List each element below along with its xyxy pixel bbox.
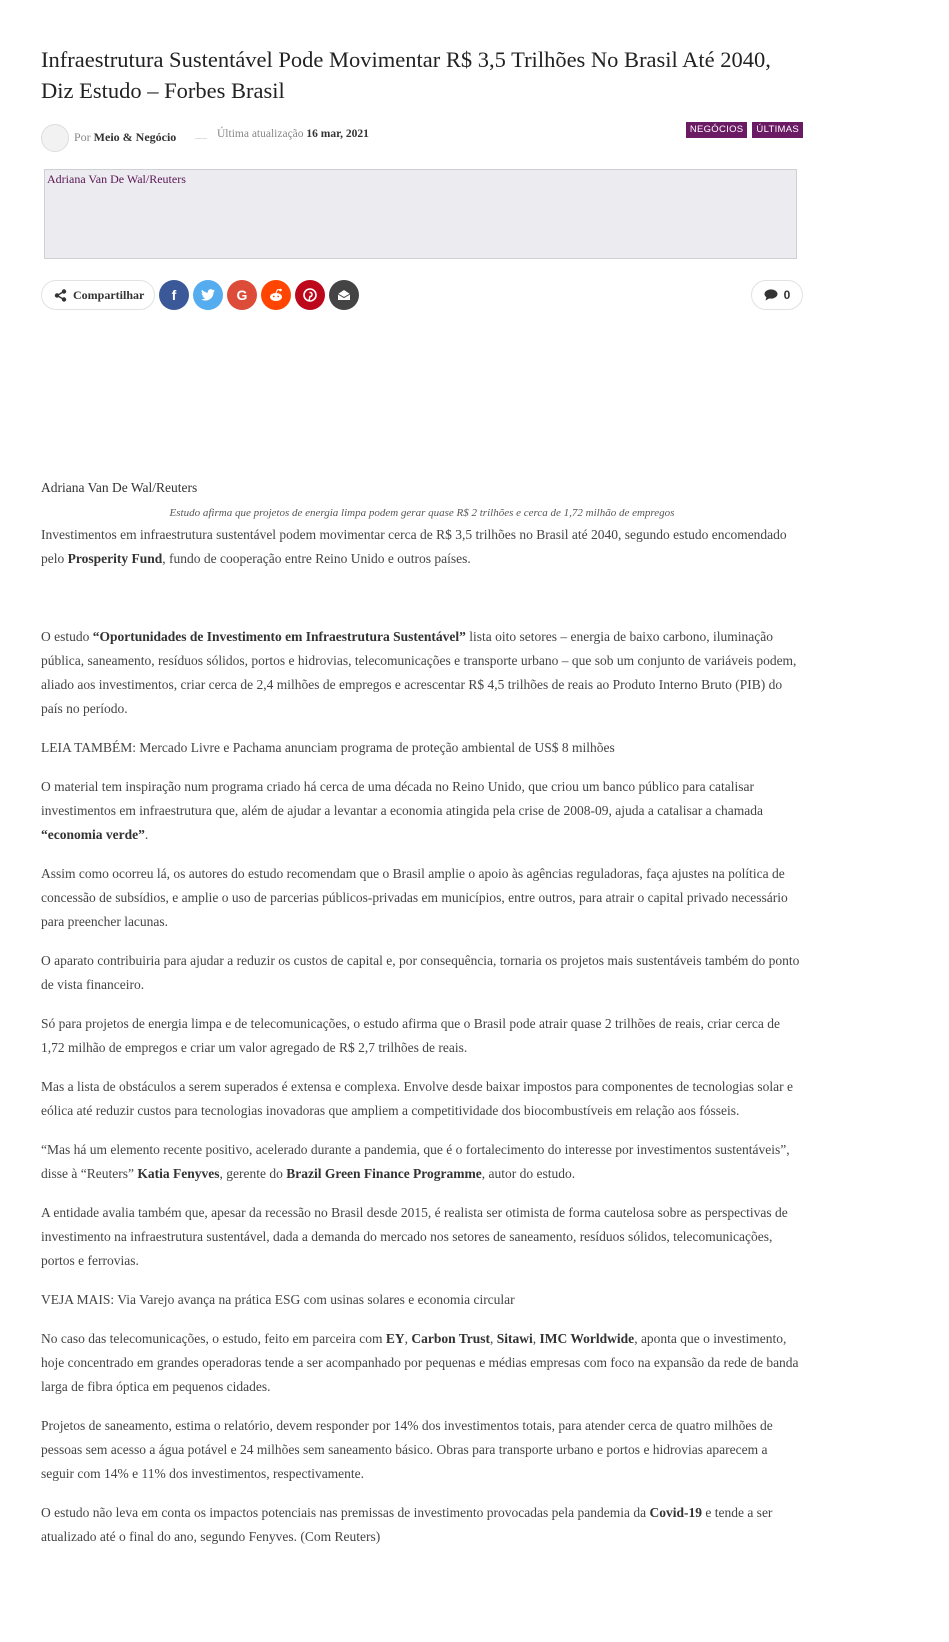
reddit-share-button[interactable] (261, 280, 291, 310)
facebook-share-button[interactable] (159, 280, 189, 310)
paragraph-12: No caso das telecomunicações, o estudo, feito em parceira com EY, Carbon Trust, Sitawi, IMC Worldwide, aponta que o investimento, hoje concentrado em grandes operadoras tende a ser acompanhado por pequenas e médias empresas com foco na expansão da rede de banda larga de fibra óptica em pequenos cidades. (41, 1331, 799, 1394)
category-tags (686, 122, 803, 138)
meta-separator: — (195, 130, 207, 144)
paragraph-1: Investimentos em infraestrutura sustentável podem movimentar cerca de R$ 3,5 trilhões no Brasil até 2040, segundo estudo encomendado pelo Prosperity Fund, fundo de cooperação entre Reino Unido e outros países. (41, 527, 787, 566)
facebook-icon: f (171, 287, 177, 303)
updated-label: Última atualização (217, 128, 304, 140)
paragraph-10: A entidade avalia também que, apesar da recessão no Brasil desde 2015, é realista ser otimista de forma cautelosa sobre as perspectivas de investimento na infraestrutura sustentável, dada a demanda do mercado nos setores de saneamento, resíduos sólidos, telecomunicações, portos e ferrovias. (41, 1205, 788, 1268)
comments-button[interactable] (751, 280, 803, 310)
paragraph-5: Assim como ocorreu lá, os autores do estudo recomendam que o Brasil amplie o apoio às agências reguladoras, faça ajustes na política de concessão de subsídios, e amplie o uso de parcerias públicos-privadas em municípios, entre outros, para atrair o capital privado necessário para preencher lacunas. (41, 866, 788, 929)
article-body (41, 523, 803, 1549)
twitter-share-button[interactable] (193, 280, 223, 310)
share-icon (54, 289, 67, 302)
pinterest-share-button[interactable] (295, 280, 325, 310)
paragraph-6: O aparato contribuiria para ajudar a reduzir os custos de capital e, por consequência, tornaria os projetos mais sustentáveis também do ponto de vista financeiro. (41, 953, 800, 992)
share-bar (41, 280, 803, 314)
paragraph-13: Projetos de saneamento, estima o relatório, devem responder por 14% dos investimentos totais, para atender cerca de quatro milhões de pessoas sem acesso a água potável e 24 milhões sem saneamento básico. Obras para transporte urbano e portos e hidrovias aparecem a seguir com 14% e 11% dos investimentos, respectivamente. (41, 1418, 773, 1481)
byline (74, 130, 176, 145)
category-tag-negocios[interactable]: NEGÓCIOS (686, 122, 748, 138)
email-share-button[interactable] (329, 280, 359, 310)
image-alt-text: Adriana Van De Wal/Reuters (47, 172, 186, 186)
comment-icon (764, 289, 778, 301)
google-icon: G (236, 287, 248, 303)
paragraph-8: Mas a lista de obstáculos a serem superados é extensa e complexa. Envolve desde baixar impostos para componentes de tecnologias solar e eólica até reduzir custos para tecnologias inovadoras que ampliem a competitividade dos biocombustíveis em relação aos fósseis. (41, 1079, 794, 1118)
paragraph-9: “Mas há um elemento recente positivo, acelerado durante a pandemia, que é o fortalecimento do interesse por investimentos sustentáveis”, disse à “Reuters” Katia Fenyves, gerente do Brazil Green Finance Programme, autor do estudo. (41, 1142, 790, 1181)
related-veja-mais[interactable]: VEJA MAIS: Via Varejo avança na prática ESG com usinas solares e economia circular (41, 1292, 515, 1307)
last-updated (217, 128, 369, 140)
comment-count: 0 (783, 288, 791, 302)
related-leia-tambem[interactable]: LEIA TAMBÉM: Mercado Livre e Pachama anunciam programa de proteção ambiental de US$ 8 milhões (41, 740, 615, 755)
category-tag-ultimas[interactable]: ÚLTIMAS (752, 122, 803, 138)
reddit-icon (268, 288, 284, 302)
twitter-icon (201, 289, 215, 301)
photo-caption: Estudo afirma que projetos de energia limpa podem gerar quase R$ 2 trilhões e cerca de 1,72 milhão de empregos (169, 507, 675, 519)
paragraph-7: Só para projetos de energia limpa e de telecomunicações, o estudo afirma que o Brasil pode atrair quase 2 trilhões de reais, criar cerca de 1,72 milhão de empregos e criar um valor agregado de R$ 2,7 trilhões de reais. (41, 1016, 780, 1055)
article-meta (41, 124, 803, 152)
author-avatar[interactable] (41, 124, 69, 152)
paragraph-14: O estudo não leva em conta os impactos potenciais nas premissas de investimento provocadas pela pandemia da Covid-19 e tende a ser atualizado até o final do ano, segundo Fenyves. (Com Reuters) (41, 1505, 773, 1544)
paragraph-2: O estudo “Oportunidades de Investimento em Infraestrutura Sustentável” lista oito setores – energia de baixo carbono, iluminação pública, saneamento, resíduos sólidos, portos e hidrovias, telecomunicações e transporte urbano – que sob um conjunto de variáveis podem, aliado aos investimentos, criar cerca de 2,4 milhões de empregos e acrescentar R$ 4,5 trilhões de reais ao Produto Interno Bruto (PIB) do país no período. (41, 629, 797, 716)
paragraph-4: O material tem inspiração num programa criado há cerca de uma década no Reino Unido, que criou um banco público para catalisar investimentos em infraestrutura que, além de ajudar a levantar a economia atingida pela crise de 2008-09, ajuda a catalisar a chamada “economia verde”. (41, 779, 763, 842)
updated-date: 16 mar, 2021 (306, 128, 369, 140)
photo-credit: Adriana Van De Wal/Reuters (41, 480, 198, 495)
share-button[interactable] (41, 280, 155, 310)
author-link[interactable]: Meio & Negócio (93, 130, 177, 144)
byline-prefix: Por (74, 130, 91, 144)
featured-image-placeholder (44, 169, 797, 259)
article-title: Infraestrutura Sustentável Pode Movimentar R$ 3,5 Trilhões No Brasil Até 2040, Diz Estudo – Forbes Brasil (41, 47, 771, 103)
share-label: Compartilhar (73, 287, 145, 302)
pinterest-icon (303, 288, 317, 302)
prosperity-fund-link: Prosperity Fund (67, 551, 163, 566)
google-share-button[interactable] (227, 280, 257, 310)
email-icon (337, 289, 351, 301)
